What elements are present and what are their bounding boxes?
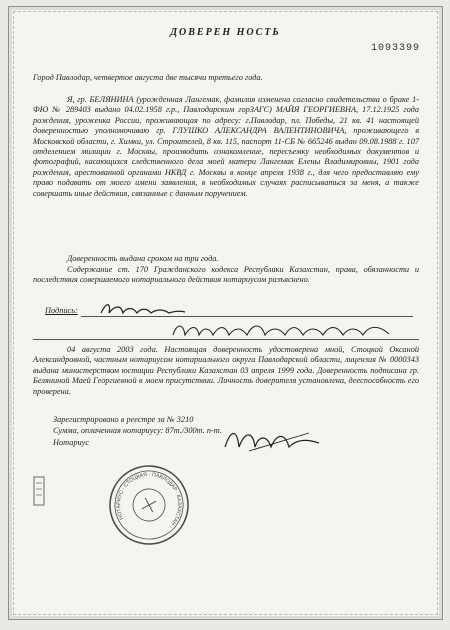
signature-label: Подпись:: [45, 306, 78, 315]
short-signature-icon: [97, 299, 187, 319]
seal-ring-text: НОТАРИУС · СТОЦКАЯ · ПАВЛОДАР · КАЗАХСТАН ·: [115, 471, 183, 530]
place-date-line: Город Павлодар, четвертое августа две тысячи третьего года.: [33, 73, 263, 82]
notary-label: Нотариус: [53, 438, 90, 447]
main-paragraph: Я, гр. БЕЛЯНИНА (урожденная Лангемак, фамилия изменена согласно свидетельства о браке 1-ФЮ № 289403 выдано 04.02.1958 г.р., Павлодарским горЗАГС) МАЙЯ ГЕОРГИЕВНА, 17.12.1925 года рождения, уроженка России, проживающая по адресу: г.Павлодар, пл. Победы, 21 кв. 41 настоящей доверенностью уполномочиваю гр. ГЛУШКО АЛЕКСАНДРА ВАЛЕНТИНОВИЧА, проживающего в Московской области, г. Химки, ул. Строителей, 8 кв. 115, паспорт 11-СБ № 665246 выдан 09.08.1988 г. 107 отделением милиции г. Москвы, производить ознакомление, пересъемку необходимых документов и фотографий, касающихся следственного дела моей матери Лангемак Елены Владимировны, 1901 года рождения, арестованной органами НКВД г. Москвы в конце апреля 1938 г., для чего предоставляю ему право подавать от моего имени заявления, в необходимых случаях расписываться за меня, а также совершать иные действия, связанные с данным поручением.: [33, 95, 419, 198]
fee-line: Сумма, оплаченная нотариусу: 87т./300т. п-т.: [53, 426, 222, 435]
registry-line: Зарегистрировано в реестре за № 3210: [53, 415, 194, 424]
notary-paragraph: 04 августа 2003 года. Настоящая доверенность удостоверена мной, Стоцкой Оксаной Александровной, частным нотариусом нотариального округа Павлодарской области, лицензия № 0000343 выдана министерством юстиции Республики Казахстан 03 апреля 1999 года. Доверенность подписана гр. Беляниной Маей Георгиевной в моем присутствии. Личность доверителя установлена, дееспособность его проверена.: [33, 345, 419, 396]
notary-signature-icon: [219, 421, 329, 461]
legal-paragraph: Содержание ст. 170 Гражданского кодекса Республики Казахстан, права, обязанности и последствия совершаемого нотариального действия нотариусом разъяснено.: [33, 265, 419, 285]
validity-paragraph: Доверенность выдана сроком на три года.: [67, 254, 219, 263]
document-title: ДОВЕРЕН НОСТЬ: [170, 27, 281, 38]
binding-mark-icon: [31, 475, 49, 507]
serial-number: 1093399: [370, 43, 420, 54]
notary-seal-icon: [107, 463, 191, 547]
document-sheet: [8, 6, 443, 620]
full-signature-line: [33, 339, 419, 340]
signature-row: [33, 295, 413, 321]
